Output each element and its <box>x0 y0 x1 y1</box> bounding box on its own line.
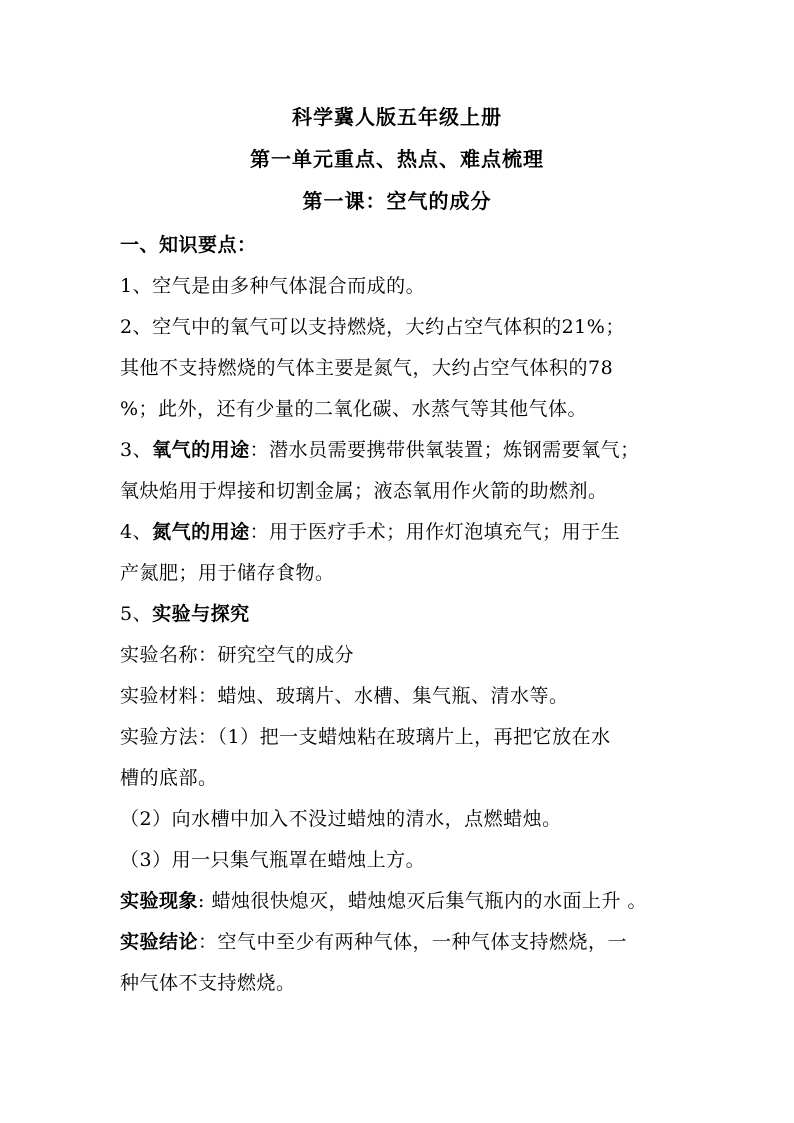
item-4-line-1 <box>120 518 700 546</box>
item-4-line-2: 产氮肥；用于储存食物。 <box>120 562 335 584</box>
lesson-title: 第一课：空气的成分 <box>302 189 492 213</box>
experiment-name: 实验名称：研究空气的成分 <box>120 644 355 666</box>
experiment-conclusion-line-2: 种气体不支持燃烧。 <box>120 972 296 994</box>
experiment-phenomenon <box>120 887 700 915</box>
section-heading: 一、知识要点： <box>120 234 257 256</box>
experiment-step-2: （2）向水槽中加入不没过蜡烛的清水，点燃蜡烛。 <box>120 808 562 830</box>
experiment-conclusion-line-1 <box>120 928 700 956</box>
item-4-text: ：用于医疗手术；用作灯泡填充气；用于生 <box>249 521 621 543</box>
experiment-step-3: （3）用一只集气瓶罩在蜡烛上方。 <box>120 849 426 871</box>
item-3-line-1 <box>120 436 700 464</box>
item-2-line-1: 2、空气中的氧气可以支持燃烧，大约占空气体积的21%； <box>120 316 625 338</box>
item-2-line-3: %；此外，还有少量的二氧化碳、水蒸气等其他气体。 <box>120 398 588 420</box>
item-4-prefix: 4、 <box>120 521 153 543</box>
phenomenon-label: 实验现象 <box>120 890 199 912</box>
doc-title: 科学冀人版五年级上册 <box>292 105 502 129</box>
item-5-prefix: 5、 <box>120 603 153 625</box>
conclusion-text: ：空气中至少有两种气体，一种气体支持燃烧，一 <box>198 931 628 953</box>
unit-title: 第一单元重点、热点、难点梳理 <box>250 147 544 171</box>
phenomenon-text: : 蜡烛很快熄灭，蜡烛熄灭后集气瓶内的水面上升 。 <box>198 890 647 912</box>
item-3-line-2: 氧炔焰用于焊接和切割金属；液态氧用作火箭的助燃剂。 <box>120 480 608 502</box>
item-1: 1、空气是由多种气体混合而成的。 <box>120 275 426 297</box>
experiment-method-line-1: 实验方法：（1）把一支蜡烛粘在玻璃片上，再把它放在水 <box>120 726 611 748</box>
conclusion-label: 实验结论 <box>120 931 199 953</box>
item-5-label: 实验与探究 <box>152 603 250 625</box>
experiment-materials: 实验材料：蜡烛、玻璃片、水槽、集气瓶、清水等。 <box>120 685 569 707</box>
item-3-label: 氧气的用途 <box>152 439 250 461</box>
item-3-prefix: 3、 <box>120 439 153 461</box>
experiment-method-line-2: 槽的底部。 <box>120 767 218 789</box>
item-2-line-2: 其他不支持燃烧的气体主要是氮气，大约占空气体积的78 <box>120 357 614 379</box>
item-3-text: ：潜水员需要携带供氧装置；炼钢需要氧气； <box>249 439 640 461</box>
item-4-label: 氮气的用途 <box>152 521 250 543</box>
item-5-heading <box>120 600 700 628</box>
